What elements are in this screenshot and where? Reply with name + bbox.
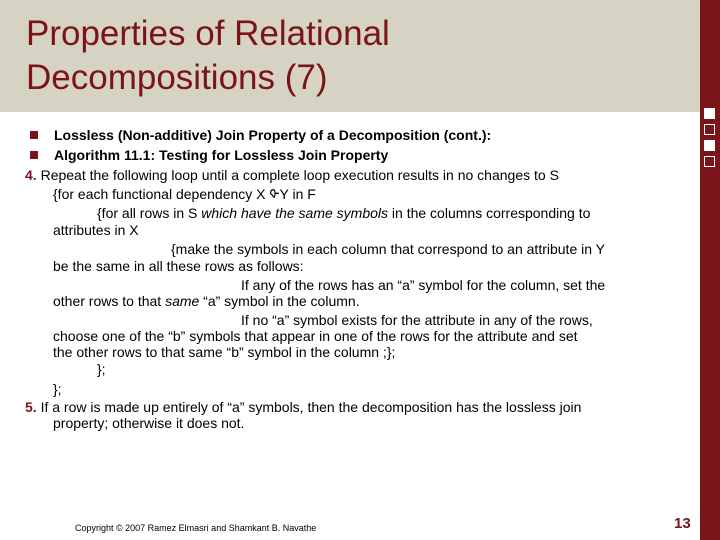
square-bullet-icon [30,131,38,139]
right-accent-bar [700,0,720,540]
bullet-item: Algorithm 11.1: Testing for Lossless Join Property [30,146,388,165]
square-icon [704,140,715,151]
if-no-a-line-3: the other rows to that same “b” symbol in the column ;}; [53,344,396,360]
square-icon [704,108,715,119]
title-band [0,0,700,112]
square-icon [704,124,715,135]
if-any-a-line-2: other rows to that same “a” symbol in the column. [53,293,360,309]
title-line-1: Properties of Relational [26,14,390,53]
slide-title [26,12,390,100]
page-number: 13 [674,515,691,532]
copyright-footer: Copyright © 2007 Ramez Elmasri and Shamkant B. Navathe [75,523,317,533]
attributes-line: attributes in X [53,222,139,238]
square-bullet-icon [30,151,38,159]
decorative-squares [704,108,716,172]
if-any-a-line: If any of the rows has an “a” symbol for the column, set the [241,277,606,293]
closing-brace-2: }; [53,381,62,397]
if-no-a-line: If no “a” symbol exists for the attribute in any of the rows, [241,312,593,328]
make-symbols-line: {make the symbols in each column that correspond to an attribute in Y [171,241,605,257]
step-5-line-2: property; otherwise it does not. [53,415,245,431]
square-icon [704,156,715,167]
step-4-line: 4. Repeat the following loop until a complete loop execution results in no changes to S [25,167,559,183]
arrow-icon: ᡐ [269,186,280,202]
closing-brace-1: }; [97,361,106,377]
bullet-item: Lossless (Non-additive) Join Property of a Decomposition (cont.): [30,126,491,145]
for-all-rows-line: {for all rows in S which have the same symbols in the columns corresponding to [97,205,591,221]
step-5-line: 5. If a row is made up entirely of “a” symbols, then the decomposition has the lossless join [25,399,582,415]
make-symbols-line-2: be the same in all these rows as follows: [53,258,304,274]
title-line-2: Decompositions (7) [26,58,328,97]
if-no-a-line-2: choose one of the “b” symbols that appear in one of the rows for the attribute and set [53,328,578,344]
for-each-fd-line: {for each functional dependency X ᡐY in F [53,186,316,202]
